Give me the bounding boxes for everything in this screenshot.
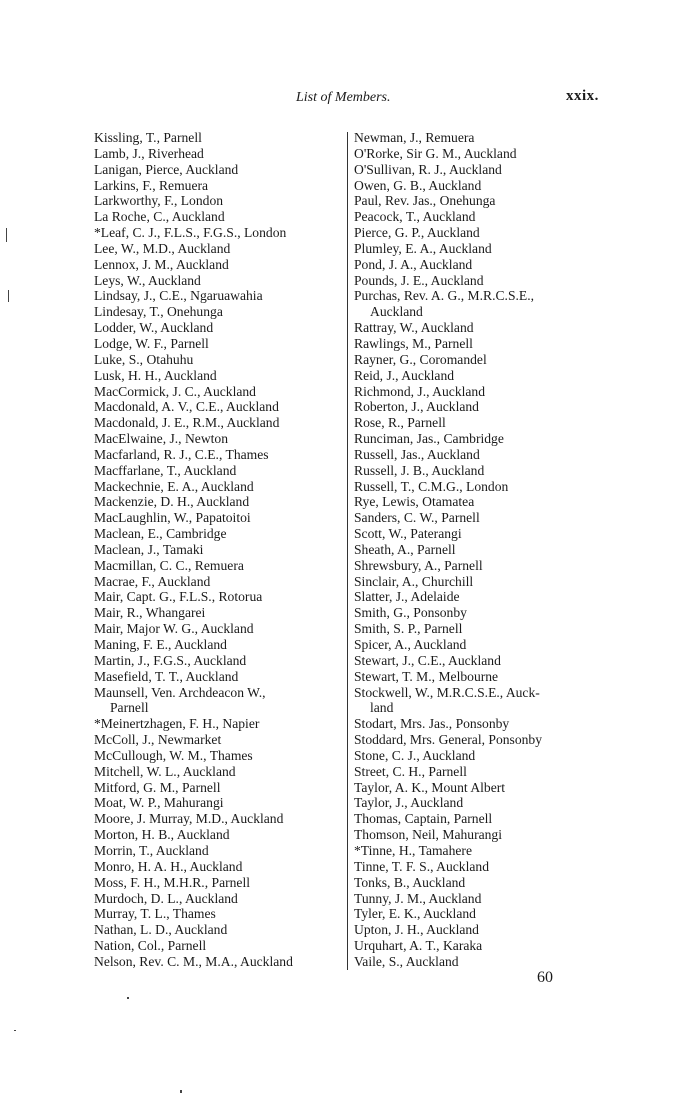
member-entry: Stockwell, W., M.R.C.S.E., Auck- bbox=[354, 684, 540, 700]
member-entry: Runciman, Jas., Cambridge bbox=[354, 431, 504, 447]
member-entry: Upton, J. H., Auckland bbox=[354, 922, 479, 938]
margin-speck bbox=[8, 290, 9, 302]
member-entry: Tyler, E. K., Auckland bbox=[354, 906, 476, 922]
member-entry: Richmond, J., Auckland bbox=[354, 383, 486, 399]
member-entry: Lusk, H. H., Auckland bbox=[94, 367, 217, 383]
member-entry: Moat, W. P., Mahurangi bbox=[94, 795, 224, 811]
margin-speck bbox=[6, 228, 7, 242]
member-entry: Smith, G., Ponsonby bbox=[354, 605, 467, 621]
member-entry: MacCormick, J. C., Auckland bbox=[94, 383, 256, 399]
member-entry: Stodart, Mrs. Jas., Ponsonby bbox=[354, 716, 510, 732]
member-entry: Lamb, J., Riverhead bbox=[94, 145, 204, 161]
member-entry: Morrin, T., Auckland bbox=[94, 842, 209, 858]
member-entry: Tonks, B., Auckland bbox=[354, 874, 466, 890]
signature-mark: 60 bbox=[537, 969, 553, 986]
member-entry: *Meinertzhagen, F. H., Napier bbox=[94, 716, 260, 732]
member-entry: McCullough, W. M., Thames bbox=[94, 747, 253, 763]
member-entry: Newman, J., Remuera bbox=[354, 130, 475, 145]
member-entry: Maning, F. E., Auckland bbox=[94, 637, 227, 652]
member-entry: Pond, J. A., Auckland bbox=[354, 256, 473, 272]
member-entry: Maclean, E., Cambridge bbox=[94, 526, 227, 542]
margin-speck bbox=[127, 997, 129, 999]
margin-speck bbox=[180, 1090, 182, 1093]
member-entry: Reid, J., Auckland bbox=[354, 367, 455, 383]
member-entry: MacLaughlin, W., Papatoitoi bbox=[94, 510, 251, 526]
member-entry: Mitchell, W. L., Auckland bbox=[94, 763, 236, 779]
member-entry: Stone, C. J., Auckland bbox=[354, 747, 476, 763]
member-entry: Sanders, C. W., Parnell bbox=[354, 510, 480, 526]
member-entry: *Tinne, H., Tamahere bbox=[354, 842, 472, 858]
member-entry: MacElwaine, J., Newton bbox=[94, 431, 229, 447]
member-entry: Russell, T., C.M.G., London bbox=[354, 478, 509, 494]
member-entry: O'Rorke, Sir G. M., Auckland bbox=[354, 145, 517, 161]
member-entry: Russell, J. B., Auckland bbox=[354, 462, 485, 478]
member-entry: Rawlings, M., Parnell bbox=[354, 335, 473, 351]
member-entry: Macffarlane, T., Auckland bbox=[94, 462, 237, 478]
member-entry: Lindesay, T., Onehunga bbox=[94, 304, 223, 320]
member-entry: Lodder, W., Auckland bbox=[94, 320, 214, 336]
member-entry: Lee, W., M.D., Auckland bbox=[94, 240, 231, 256]
member-entry: Martin, J., F.G.S., Auckland bbox=[94, 652, 247, 668]
member-entry: Macdonald, J. E., R.M., Auckland bbox=[94, 415, 280, 431]
member-entry: Rose, R., Parnell bbox=[354, 415, 446, 431]
member-entry: Maclean, J., Tamaki bbox=[94, 541, 204, 557]
running-title: List of Members. bbox=[296, 90, 391, 105]
member-entry: Nation, Col., Parnell bbox=[94, 938, 207, 954]
member-entry: Mair, Major W. G., Auckland bbox=[94, 621, 254, 637]
member-entry: Paul, Rev. Jas., Onehunga bbox=[354, 193, 496, 209]
member-entry: Rye, Lewis, Otamatea bbox=[354, 494, 475, 510]
member-entry: *Leaf, C. J., F.L.S., F.G.S., London bbox=[94, 225, 287, 241]
member-entry: Shrewsbury, A., Parnell bbox=[354, 557, 483, 573]
member-entry: Nathan, L. D., Auckland bbox=[94, 922, 228, 938]
member-entry: Russell, Jas., Auckland bbox=[354, 446, 480, 462]
member-entry: Maunsell, Ven. Archdeacon W., bbox=[94, 684, 266, 700]
member-entry: Luke, S., Otahuhu bbox=[94, 351, 194, 367]
member-entry: Murdoch, D. L., Auckland bbox=[94, 890, 238, 906]
member-entry: Morton, H. B., Auckland bbox=[94, 827, 230, 843]
member-entry: Leys, W., Auckland bbox=[94, 272, 201, 288]
column-divider bbox=[347, 132, 348, 970]
member-entry: Rattray, W., Auckland bbox=[354, 320, 474, 336]
member-entry: Mackechnie, E. A., Auckland bbox=[94, 478, 254, 494]
member-entry: Owen, G. B., Auckland bbox=[354, 177, 482, 193]
margin-speck bbox=[14, 1030, 16, 1031]
member-entry: Tinne, T. F. S., Auckland bbox=[354, 858, 489, 874]
member-entry: Slatter, J., Adelaide bbox=[354, 589, 460, 605]
page-number: xxix. bbox=[566, 88, 599, 104]
member-entry: Kissling, T., Parnell bbox=[94, 130, 202, 145]
member-entry: Lindsay, J., C.E., Ngaruawahia bbox=[94, 288, 263, 304]
member-entry-continuation: Auckland bbox=[370, 304, 423, 320]
member-entry: La Roche, C., Auckland bbox=[94, 209, 225, 225]
member-entry: Lodge, W. F., Parnell bbox=[94, 335, 209, 351]
member-entry: Peacock, T., Auckland bbox=[354, 209, 476, 225]
member-entry: Thomson, Neil, Mahurangi bbox=[354, 827, 502, 843]
members-list-right-column bbox=[354, 130, 600, 970]
member-entry: Mair, Capt. G., F.L.S., Rotorua bbox=[94, 589, 263, 605]
member-entry: Moss, F. H., M.H.R., Parnell bbox=[94, 874, 251, 890]
member-entry: Murray, T. L., Thames bbox=[94, 906, 216, 922]
member-entry: McColl, J., Newmarket bbox=[94, 732, 222, 748]
member-entry: Thomas, Captain, Parnell bbox=[354, 811, 493, 827]
member-entry: Plumley, E. A., Auckland bbox=[354, 240, 492, 256]
member-entry: Larkworthy, F., London bbox=[94, 193, 224, 209]
member-entry: Pounds, J. E., Auckland bbox=[354, 272, 484, 288]
member-entry: Monro, H. A. H., Auckland bbox=[94, 858, 243, 874]
member-entry: Pierce, G. P., Auckland bbox=[354, 225, 480, 241]
member-entry: Rayner, G., Coromandel bbox=[354, 351, 487, 367]
member-entry: Sinclair, A., Churchill bbox=[354, 573, 474, 589]
member-entry: Macrae, F., Auckland bbox=[94, 573, 211, 589]
member-entry: Larkins, F., Remuera bbox=[94, 177, 209, 193]
member-entry: Stewart, J., C.E., Auckland bbox=[354, 652, 501, 668]
member-entry: Taylor, J., Auckland bbox=[354, 795, 464, 811]
member-entry: Smith, S. P., Parnell bbox=[354, 621, 463, 637]
member-entry-continuation: land bbox=[370, 700, 394, 716]
member-entry: Vaile, S., Auckland bbox=[354, 953, 459, 969]
member-entry: Lanigan, Pierce, Auckland bbox=[94, 161, 239, 177]
member-entry: Purchas, Rev. A. G., M.R.C.S.E., bbox=[354, 288, 534, 304]
member-entry: Macdonald, A. V., C.E., Auckland bbox=[94, 399, 279, 415]
member-entry: Nelson, Rev. C. M., M.A., Auckland bbox=[94, 953, 293, 969]
member-entry: Urquhart, A. T., Karaka bbox=[354, 938, 483, 954]
member-entry: Lennox, J. M., Auckland bbox=[94, 256, 229, 272]
member-entry: Macmillan, C. C., Remuera bbox=[94, 557, 244, 573]
member-entry: Stoddard, Mrs. General, Ponsonby bbox=[354, 732, 543, 748]
member-entry: O'Sullivan, R. J., Auckland bbox=[354, 161, 502, 177]
member-entry: Mitford, G. M., Parnell bbox=[94, 779, 221, 795]
members-list-left-column bbox=[94, 130, 340, 970]
member-entry: Stewart, T. M., Melbourne bbox=[354, 668, 499, 684]
member-entry: Street, C. H., Parnell bbox=[354, 763, 467, 779]
member-entry: Spicer, A., Auckland bbox=[354, 637, 467, 652]
member-entry: Mair, R., Whangarei bbox=[94, 605, 206, 621]
member-entry: Tunny, J. M., Auckland bbox=[354, 890, 482, 906]
member-entry: Mackenzie, D. H., Auckland bbox=[94, 494, 250, 510]
member-entry-continuation: Parnell bbox=[110, 700, 149, 716]
member-entry: Roberton, J., Auckland bbox=[354, 399, 479, 415]
member-entry: Taylor, A. K., Mount Albert bbox=[354, 779, 506, 795]
member-entry: Macfarland, R. J., C.E., Thames bbox=[94, 446, 269, 462]
member-entry: Moore, J. Murray, M.D., Auckland bbox=[94, 811, 284, 827]
member-entry: Scott, W., Paterangi bbox=[354, 526, 462, 542]
member-entry: Sheath, A., Parnell bbox=[354, 541, 456, 557]
member-entry: Masefield, T. T., Auckland bbox=[94, 668, 239, 684]
